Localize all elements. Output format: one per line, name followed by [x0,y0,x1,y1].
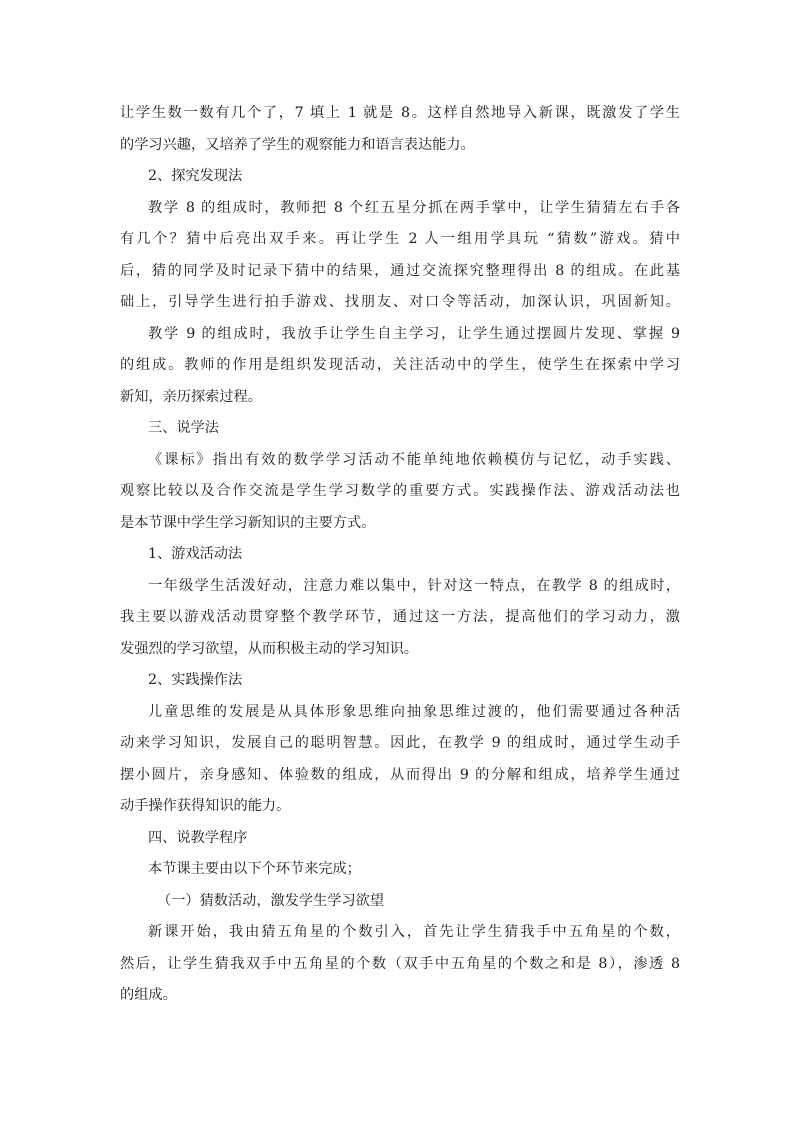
paragraph-line: 新知，亲历探索过程。 [120,388,262,405]
paragraph-line: 摆小圆片，亲身感知、体验数的组成，从而得出 9 的分解和组成，培养学生通过 [120,766,680,783]
paragraph-line: 本节课主要由以下个环节来完成； [148,861,361,877]
paragraph-line: 教学 9 的组成时，我放手让学生自主学习，让学生通过摆圆片发现、掌握 9 [148,325,680,342]
subsection-heading-guessing-activity: （一）猜数活动，激发学生学习欲望 [157,892,385,909]
paragraph-line: 动来学习知识，发展自己的聪明智慧。因此，在教学 9 的组成时，通过学生动手 [120,735,680,751]
section-heading-game-method: 1、游戏活动法 [148,546,243,562]
paragraph-line: 的学习兴趣，又培养了学生的观察能力和语言表达能力。 [120,136,475,153]
paragraph-line: 的组成。教师的作用是组织发现活动，关注活动中的学生，使学生在探索中学习 [120,357,680,373]
paragraph-line: 新课开始，我由猜五角星的个数引入，首先让学生猜我手中五角星的个数， [148,924,680,940]
paragraph-line: 的组成。 [120,987,177,1003]
paragraph-line: 我主要以游戏活动贯穿整个教学环节，通过这一方法，提高他们的学习动力，激 [120,609,680,625]
paragraph-line: 础上，引导学生进行拍手游戏、找朋友、对口令等活动，加深认识，巩固新知。 [120,294,680,310]
paragraph-line: 《课标》指出有效的数学学习活动不能单纯地依赖模仿与记忆，动手实践、 [148,451,680,468]
paragraph-line: 让学生数一数有几个了，7 填上 1 就是 8。这样自然地导入新课，既激发了学生 [120,105,680,121]
section-heading-explore-method: 2、探究发现法 [148,168,243,184]
paragraph-line: 发强烈的学习欲望，从而积极主动的学习知识。 [120,640,418,657]
section-heading-teaching-procedure: 四、说教学程序 [148,829,248,846]
paragraph-line: 儿童思维的发展是从具体形象思维向抽象思维过渡的，他们需要通过各种活 [148,703,680,720]
section-heading-practice-method: 2、实践操作法 [148,672,243,688]
paragraph-line: 后，猜的同学及时记录下猜中的结果，通过交流探究整理得出 8 的组成。在此基 [120,262,680,279]
paragraph-line: 有几个？猜中后亮出双手来。再让学生 2 人一组用学具玩 “猜数”游戏。猜中 [120,231,680,247]
paragraph-line: 然后，让学生猜我双手中五角星的个数（双手中五角星的个数之和是 8），渗透 8 [120,955,680,972]
document-page [120,98,680,1012]
paragraph-line: 教学 8 的组成时，教师把 8 个红五星分抓在两手掌中，让学生猜猜左右手各 [148,199,680,216]
section-heading-learning-method: 三、说学法 [148,420,219,436]
paragraph-line: 观察比较以及合作交流是学生学习数学的重要方式。实践操作法、游戏活动法也 [120,483,680,499]
paragraph-line: 一年级学生活泼好动，注意力难以集中，针对这一特点，在教学 8 的组成时， [148,577,680,594]
paragraph-line: 动手操作获得知识的能力。 [120,798,291,814]
paragraph-line: 是本节课中学生学习新知识的主要方式。 [120,514,376,531]
